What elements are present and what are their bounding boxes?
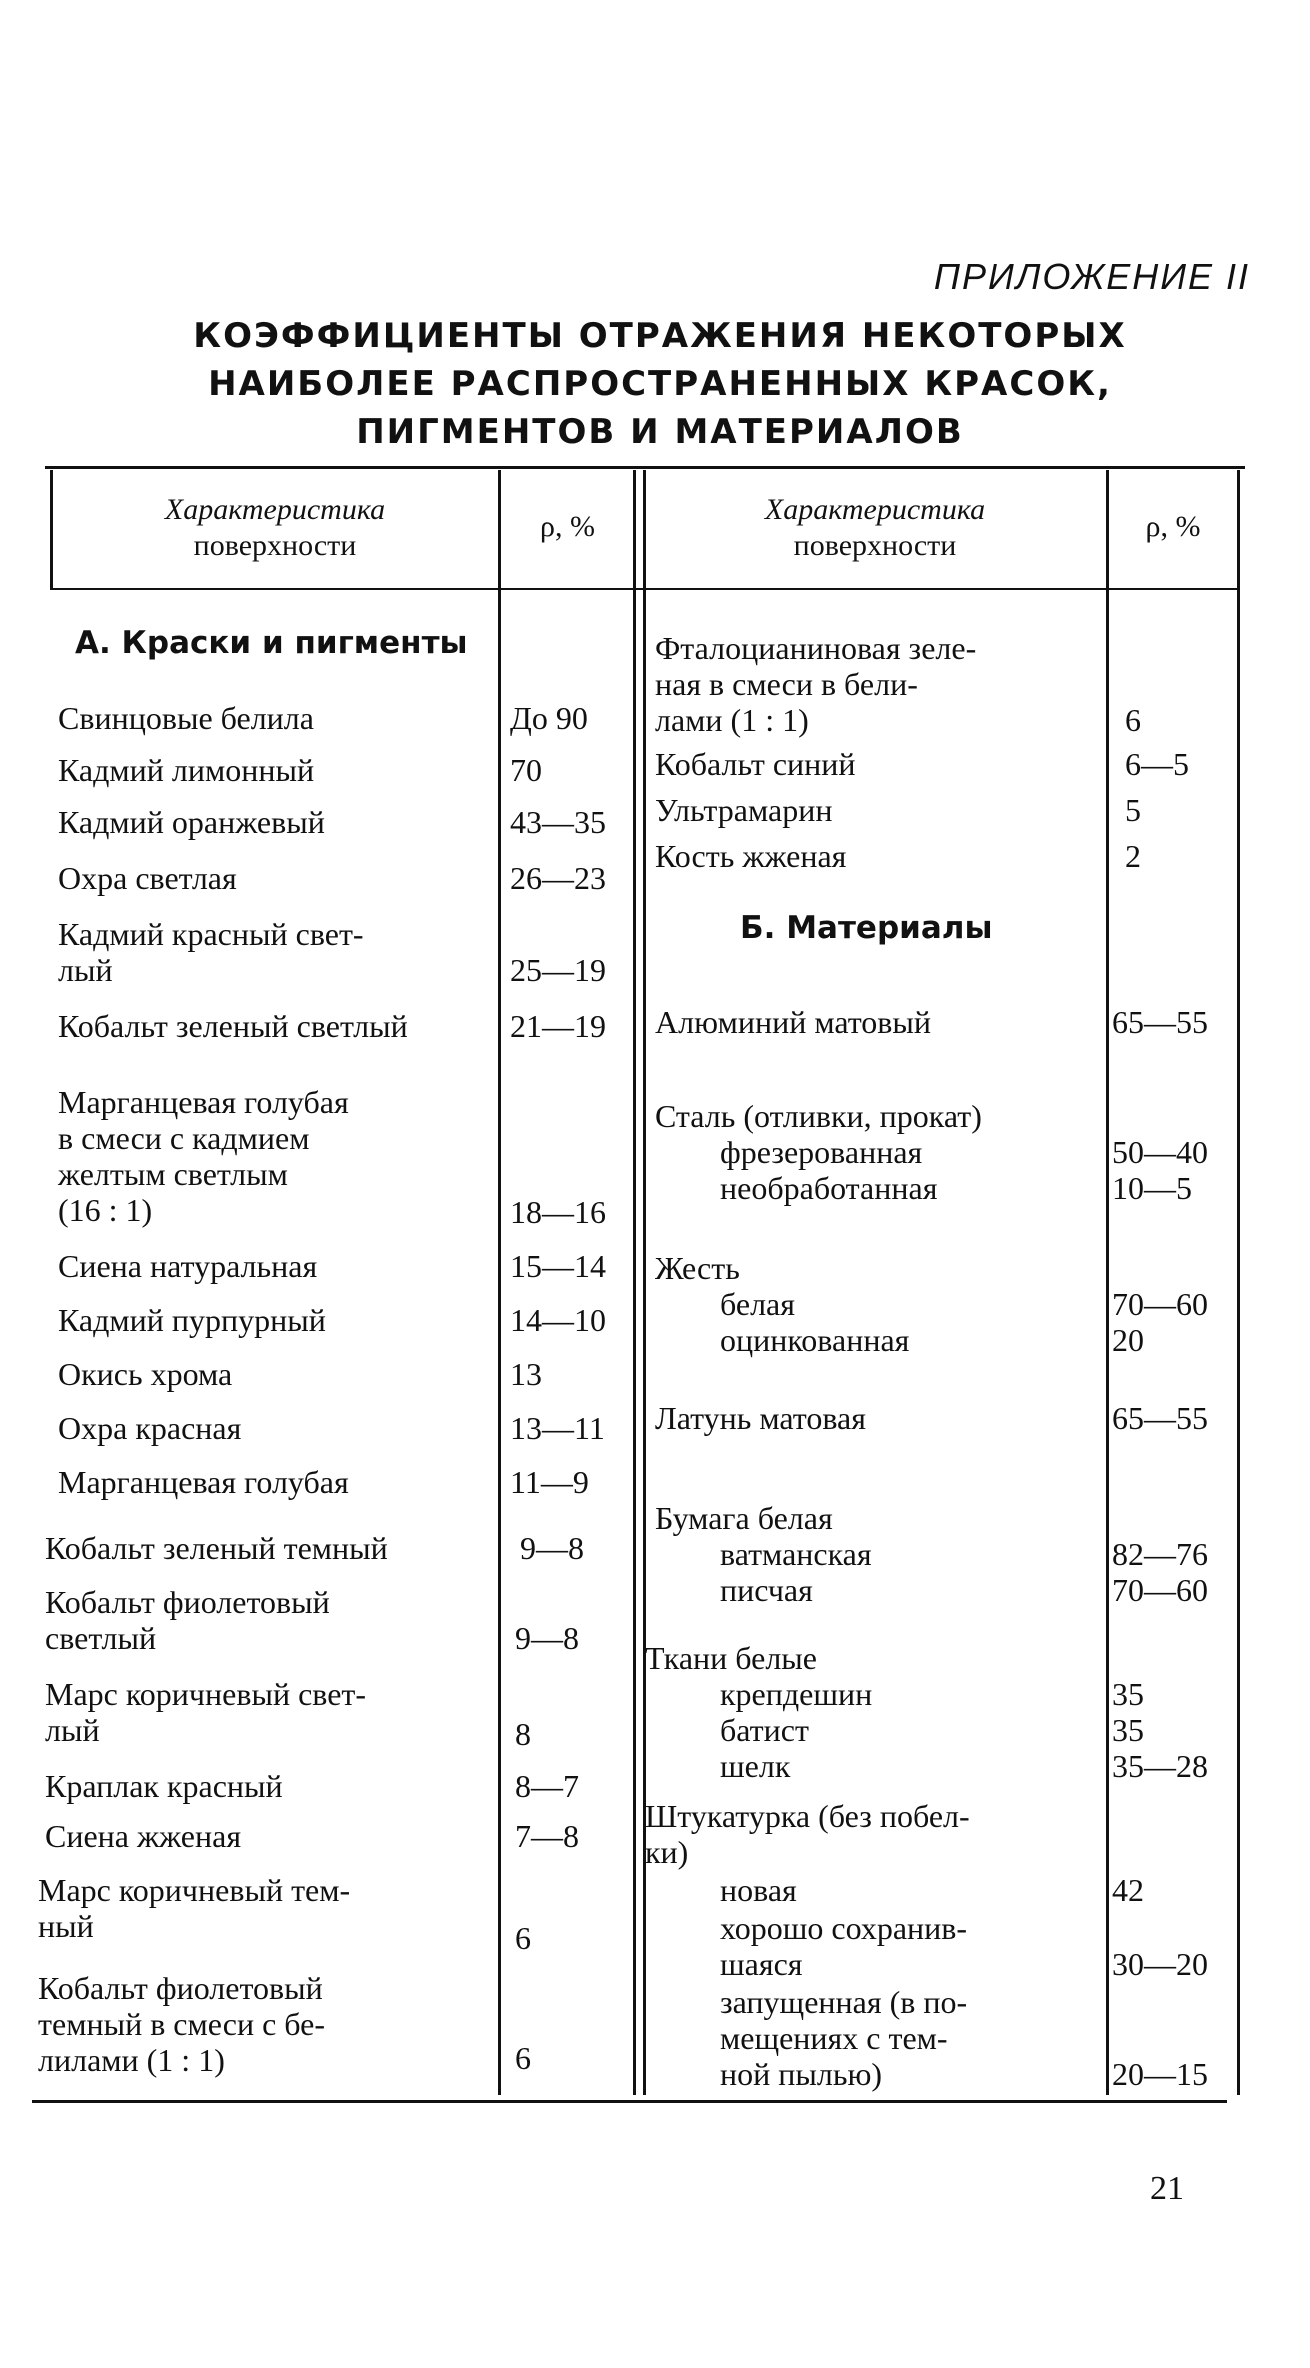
row-value: 18—16 xyxy=(510,1194,606,1230)
row-value: 35 xyxy=(1112,1712,1144,1748)
row-name: Ультрамарин xyxy=(655,792,833,828)
row-value: 9—8 xyxy=(515,1620,579,1656)
row-value: 2 xyxy=(1125,838,1141,874)
row-name: Алюминий матовый xyxy=(655,1004,932,1040)
row-value: 35 xyxy=(1112,1676,1144,1712)
row-sub-name: батист xyxy=(720,1712,809,1748)
row-name: Марганцевая голубая xyxy=(58,1464,349,1500)
row-name: Кость жженая xyxy=(655,838,847,874)
header-right-italic: Характеристика xyxy=(764,493,986,526)
row-name: Краплак красный xyxy=(45,1768,283,1804)
row-sub-name: крепдешин xyxy=(720,1676,873,1712)
row-value: 43—35 xyxy=(510,804,606,840)
header-right-name xyxy=(650,492,1100,564)
header-left-name xyxy=(60,492,490,564)
row-value: 70—60 xyxy=(1112,1572,1208,1608)
row-value: 13 xyxy=(510,1356,542,1392)
row-value: 6 xyxy=(515,1920,531,1956)
row-name: Латунь матовая xyxy=(655,1400,866,1436)
row-sub-name: хорошо сохранив- шаяся xyxy=(720,1910,968,1982)
row-name: Сталь (отливки, прокат) xyxy=(655,1098,982,1134)
title-line-1: КОЭФФИЦИЕНТЫ ОТРАЖЕНИЯ НЕКОТОРЫХ xyxy=(193,316,1127,356)
row-name: Охра светлая xyxy=(58,860,237,896)
row-name: Кадмий пурпурный xyxy=(58,1302,326,1338)
header-right-unit: ρ, % xyxy=(1145,510,1201,543)
row-value: 70 xyxy=(510,752,542,788)
row-value: 9—8 xyxy=(520,1530,584,1566)
row-value: 21—19 xyxy=(510,1008,606,1044)
row-name: Кобальт фиолетовый светлый xyxy=(45,1584,330,1656)
row-value: 65—55 xyxy=(1112,1400,1208,1436)
header-left-unit: ρ, % xyxy=(540,510,595,543)
row-value: 20—15 xyxy=(1112,2056,1208,2092)
row-sub-name: ватманская xyxy=(720,1536,872,1572)
section-b-heading: Б. Материалы xyxy=(740,910,993,946)
row-name: Марганцевая голубая в смеси с кадмием желтым светлым (16 : 1) xyxy=(58,1084,349,1228)
row-value: 35—28 xyxy=(1112,1748,1208,1784)
row-name: Кобальт синий xyxy=(655,746,856,782)
row-sub-name: белая xyxy=(720,1286,795,1322)
column-line xyxy=(633,470,636,2095)
row-sub-name: необработанная xyxy=(720,1170,938,1206)
row-value: 20 xyxy=(1112,1322,1144,1358)
row-name: Марс коричневый тем- ный xyxy=(38,1872,351,1944)
header-left-italic: Характеристика xyxy=(164,493,386,526)
row-name: Кадмий красный свет- лый xyxy=(58,916,364,988)
row-name: Кадмий лимонный xyxy=(58,752,315,788)
row-value: 70—60 xyxy=(1112,1286,1208,1322)
row-value: 6—5 xyxy=(1125,746,1189,782)
header-right-regular: поверхности xyxy=(793,529,957,562)
row-value: 25—19 xyxy=(510,952,606,988)
row-value: 15—14 xyxy=(510,1248,606,1284)
row-sub-name: фрезерованная xyxy=(720,1134,923,1170)
row-name: Кобальт зеленый светлый xyxy=(58,1008,408,1044)
row-value: 13—11 xyxy=(510,1410,605,1446)
row-sub-name: запущенная (в по- мещениях с тем- ной пылью) xyxy=(720,1984,968,2092)
row-sub-name: новая xyxy=(720,1872,797,1908)
row-name: Бумага белая xyxy=(655,1500,833,1536)
column-line xyxy=(1106,470,1109,2095)
title-line-3: ПИГМЕНТОВ И МАТЕРИАЛОВ xyxy=(356,412,964,452)
row-value: 42 xyxy=(1112,1872,1144,1908)
row-value: 5 xyxy=(1125,792,1141,828)
row-sub-name: писчая xyxy=(720,1572,813,1608)
page-title xyxy=(120,312,1200,456)
row-value: 26—23 xyxy=(510,860,606,896)
row-name: Жесть xyxy=(655,1250,740,1286)
row-value: 14—10 xyxy=(510,1302,606,1338)
column-line xyxy=(1237,470,1240,2095)
row-name: Кобальт фиолетовый темный в смеси с бе- лилами (1 : 1) xyxy=(38,1970,325,2078)
row-value: 82—76 xyxy=(1112,1536,1208,1572)
row-value: 6 xyxy=(1125,702,1141,738)
row-value: 30—20 xyxy=(1112,1946,1208,1982)
row-name: Сиена натуральная xyxy=(58,1248,318,1284)
row-name: Окись хрома xyxy=(58,1356,233,1392)
row-name: Сиена жженая xyxy=(45,1818,242,1854)
row-name: Кадмий оранжевый xyxy=(58,804,325,840)
row-name: Охра красная xyxy=(58,1410,242,1446)
row-value: 11—9 xyxy=(510,1464,589,1500)
row-value: 7—8 xyxy=(515,1818,579,1854)
column-line xyxy=(498,470,501,2095)
section-a-heading: А. Краски и пигменты xyxy=(75,625,468,661)
row-value: 6 xyxy=(515,2040,531,2076)
row-value: 8—7 xyxy=(515,1768,579,1804)
row-name: Штукатурка (без побел- ки) xyxy=(645,1798,970,1870)
appendix-label: ПРИЛОЖЕНИЕ II xyxy=(933,256,1250,297)
row-value: 65—55 xyxy=(1112,1004,1208,1040)
row-value: 10—5 xyxy=(1112,1170,1192,1206)
row-value: 50—40 xyxy=(1112,1134,1208,1170)
page-number: 21 xyxy=(1150,2170,1184,2207)
column-line xyxy=(50,470,53,590)
row-name: Фталоцианиновая зеле- ная в смеси в бели- лами (1 : 1) xyxy=(655,630,977,738)
table-bottom-rule xyxy=(32,2100,1227,2103)
row-sub-name: оцинкованная xyxy=(720,1322,910,1358)
header-left-regular: поверхности xyxy=(193,529,357,562)
row-value: 8 xyxy=(515,1716,531,1752)
row-sub-name: шелк xyxy=(720,1748,791,1784)
title-line-2: НАИБОЛЕЕ РАСПРОСТРАНЕННЫХ КРАСОК, xyxy=(208,364,1112,404)
table-top-rule xyxy=(45,466,1245,469)
row-name: Кобальт зеленый темный xyxy=(45,1530,388,1566)
row-name: Свинцовые белила xyxy=(58,700,314,736)
row-name: Марс коричневый свет- лый xyxy=(45,1676,367,1748)
row-value: До 90 xyxy=(510,700,588,736)
row-name: Ткани белые xyxy=(645,1640,817,1676)
